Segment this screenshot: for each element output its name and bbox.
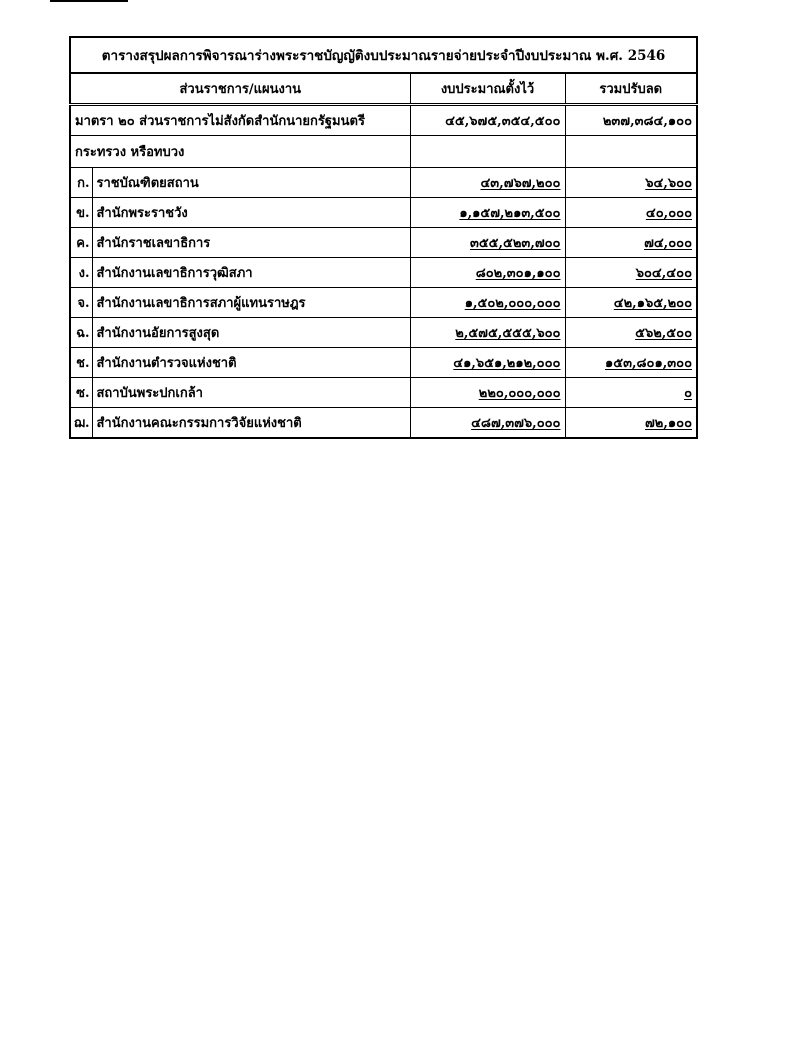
row-budget: ๔๘๗,๓๗๖,๐๐๐	[471, 416, 561, 431]
row-name: สำนักงานเลขาธิการสภาผู้แทนราษฎร	[92, 288, 410, 318]
table-row	[70, 168, 697, 198]
table-row	[70, 408, 697, 439]
row-name: สำนักงานตำรวจแห่งชาติ	[92, 348, 410, 378]
row-cut: ๔๒,๑๖๕,๒๐๐	[613, 296, 693, 311]
table-row	[70, 378, 697, 408]
row-name: สำนักราชเลขาธิการ	[92, 228, 410, 258]
table-row	[70, 228, 697, 258]
row-prefix: ค.	[70, 228, 92, 258]
row-budget: ๑,๕๐๒,๐๐๐,๐๐๐	[464, 296, 561, 311]
header-cut: รวมปรับลด	[565, 73, 697, 105]
row-name: ราชบัณฑิตยสถาน	[92, 168, 410, 198]
row-cut: ๖๐๔,๔๐๐	[635, 266, 693, 281]
group-label: กระทรวง หรือทบวง	[70, 136, 410, 168]
table-row	[70, 258, 697, 288]
row-name: สำนักงานอัยการสูงสุด	[92, 318, 410, 348]
row-prefix: ง.	[70, 258, 92, 288]
row-cut: ๕๖๒,๕๐๐	[635, 326, 693, 341]
section-label: มาตรา ๒๐ ส่วนราชการไม่สังกัดสำนักนายกรัฐมนตรี	[70, 105, 410, 136]
group-cut-empty	[565, 136, 697, 168]
row-cut: ๔๐,๐๐๐	[645, 206, 693, 221]
row-cut: ๗๔,๐๐๐	[644, 236, 693, 251]
row-name: สำนักงานคณะกรรมการวิจัยแห่งชาติ	[92, 408, 410, 439]
table-row	[70, 198, 697, 228]
row-cut: ๗๒,๑๐๐	[645, 416, 693, 431]
row-budget: ๓๕๕,๕๒๓,๗๐๐	[469, 236, 561, 251]
header-budget: งบประมาณตั้งไว้	[410, 73, 565, 105]
row-prefix: ฉ.	[70, 318, 92, 348]
header-agency: ส่วนราชการ/แผนงาน	[70, 73, 410, 105]
table-title: ตารางสรุปผลการพิจารณาร่างพระราชบัญญัติงบประมาณรายจ่ายประจำปีงบประมาณ พ.ศ. 2546	[70, 37, 697, 73]
row-budget: ๑,๑๕๗,๒๑๓,๕๐๐	[459, 206, 561, 221]
header-row	[70, 73, 697, 105]
row-budget: ๒๒๐,๐๐๐,๐๐๐	[478, 386, 561, 401]
row-prefix: ข.	[70, 198, 92, 228]
row-prefix: จ.	[70, 288, 92, 318]
row-name: สำนักงานเลขาธิการวุฒิสภา	[92, 258, 410, 288]
table-row	[70, 348, 697, 378]
row-budget: ๒,๕๗๕,๕๕๕,๖๐๐	[455, 326, 561, 341]
row-budget: ๔๓,๗๖๗,๒๐๐	[480, 176, 561, 191]
group-budget-empty	[410, 136, 565, 168]
row-cut: ๑๕๓,๘๐๑,๓๐๐	[605, 356, 693, 371]
row-prefix: ฌ.	[70, 408, 92, 439]
row-budget: ๘๐๒,๓๐๑,๑๐๐	[475, 266, 561, 281]
section-cut: ๒๓๗,๓๘๔,๑๐๐	[565, 105, 697, 136]
section-budget: ๔๕,๖๗๕,๓๕๔,๕๐๐	[410, 105, 565, 136]
budget-summary-table	[69, 36, 698, 439]
section-row	[70, 105, 697, 136]
row-prefix: ซ.	[70, 378, 92, 408]
row-cut: ๐	[684, 386, 693, 401]
table-row	[70, 318, 697, 348]
top-rule	[50, 0, 128, 2]
table-row	[70, 288, 697, 318]
row-prefix: ช.	[70, 348, 92, 378]
row-budget: ๔๑,๖๕๑,๒๑๒,๐๐๐	[453, 356, 561, 371]
row-prefix: ก.	[70, 168, 92, 198]
row-cut: ๖๔,๖๐๐	[645, 176, 693, 191]
row-name: สำนักพระราชวัง	[92, 198, 410, 228]
group-row	[70, 136, 697, 168]
row-name: สถาบันพระปกเกล้า	[92, 378, 410, 408]
